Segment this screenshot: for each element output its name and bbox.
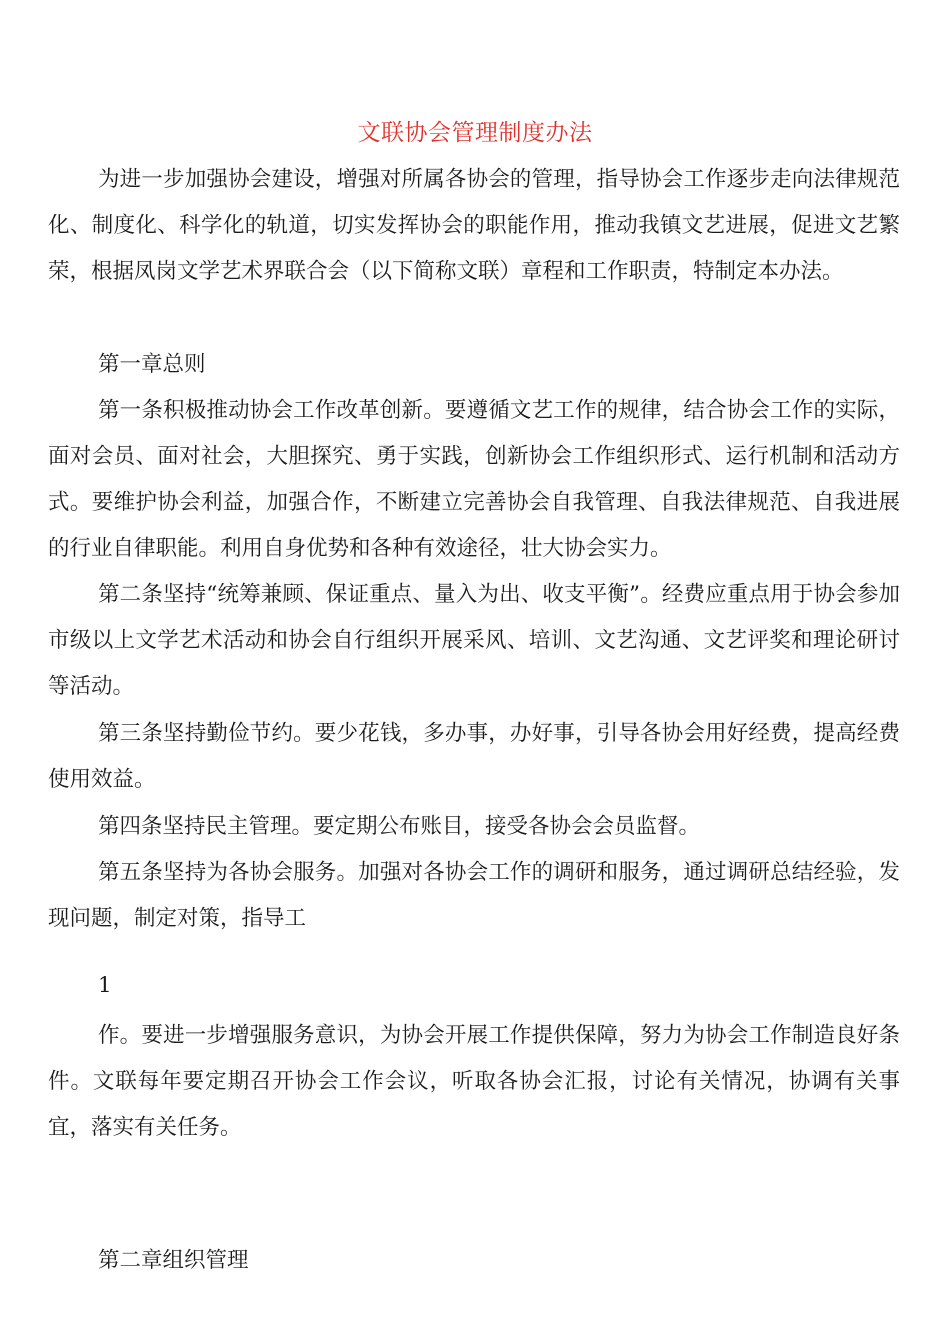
intro-paragraph: 为进一步加强协会建设，增强对所属各协会的管理，指导协会工作逐步走向法律规范化、制度化、科学化的轨道，切实发挥协会的职能作用，推动我镇文艺进展，促进文艺繁荣，根据凤岗文学艺术界联合会（以下简称文联）章程和工作职责，特制定本办法。 [48,167,900,284]
page-number: 1 [98,973,112,998]
article-5-paragraph-start: 第五条坚持为各协会服务。加强对各协会工作的调研和服务，通过调研总结经验，发现问题，制定对策，指导工 [48,860,900,931]
article-4-paragraph: 第四条坚持民主管理。要定期公布账目，接受各协会会员监督。 [98,814,701,839]
article-2-paragraph: 第二条坚持“统筹兼顾、保证重点、量入为出、收支平衡”。经费应重点用于协会参加市级以上文学艺术活动和协会自行组织开展采风、培训、文艺沟通、文艺评奖和理论研讨等活动。 [48,582,900,699]
chapter-2-heading: 第二章组织管理 [98,1248,249,1273]
article-5-paragraph-continued: 作。要进一步增强服务意识，为协会开展工作提供保障，努力为协会工作制造良好条件。文联每年要定期召开协会工作会议，听取各协会汇报，讨论有关情况，协调有关事宜，落实有关任务。 [48,1023,900,1140]
article-1-paragraph: 第一条积极推动协会工作改革创新。要遵循文艺工作的规律，结合协会工作的实际，面对会员、面对社会，大胆探究、勇于实践，创新协会工作组织形式、运行机制和活动方式。要维护协会利益，加强合作，不断建立完善协会自我管理、自我法律规范、自我进展的行业自律职能。利用自身优势和各种有效途径，壮大协会实力。 [48,398,900,561]
article-3-paragraph: 第三条坚持勤俭节约。要少花钱，多办事，办好事，引导各协会用好经费，提高经费使用效益。 [48,721,900,792]
chapter-1-heading: 第一章总则 [98,352,206,377]
document-title: 文联协会管理制度办法 [357,120,593,146]
